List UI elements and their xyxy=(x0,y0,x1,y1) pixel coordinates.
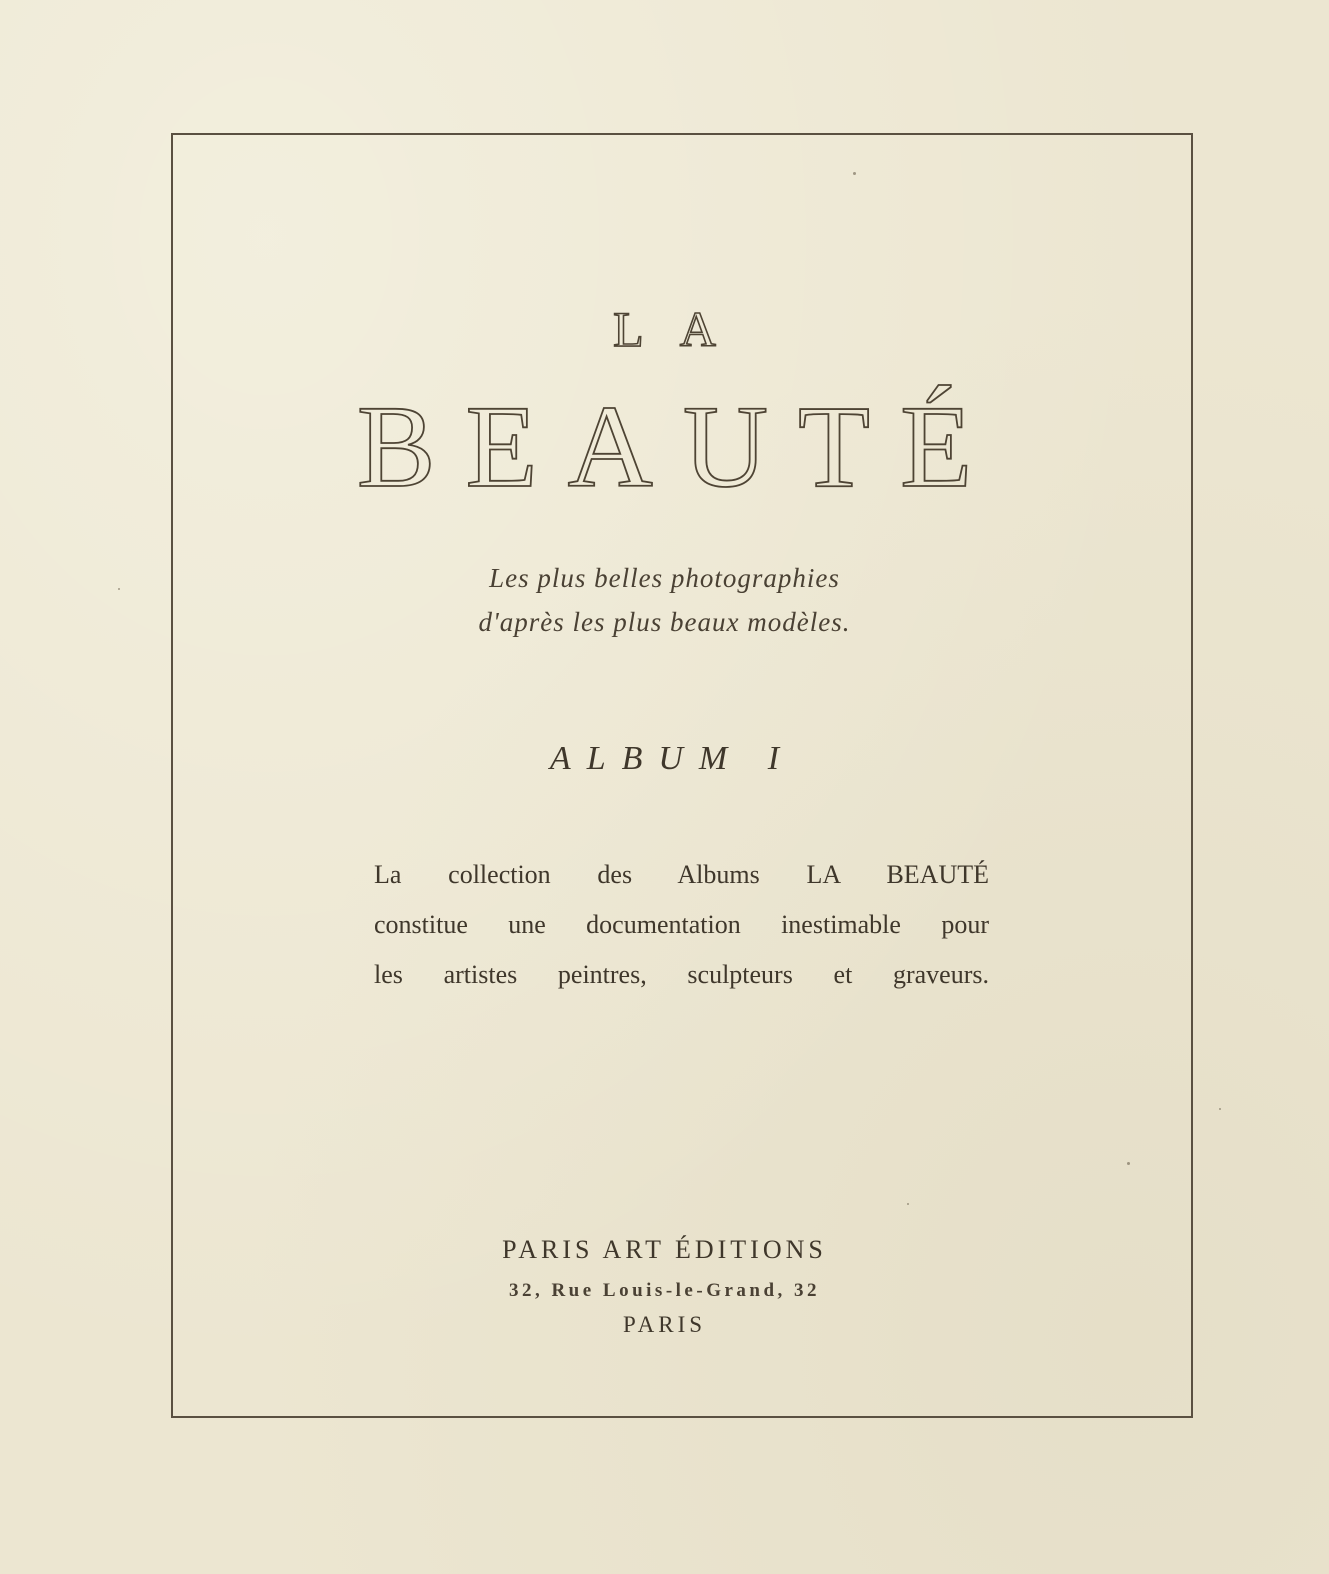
paper-speck xyxy=(1219,1108,1221,1110)
publisher-address: 32, Rue Louis-le-Grand, 32 xyxy=(508,1280,821,1301)
title-line-beaute: BEAUTÉ xyxy=(356,381,1003,512)
paper-speck xyxy=(1127,1162,1130,1165)
paper-speck xyxy=(907,1203,909,1205)
description-line-1: La collection des Albums LA BEAUTÉ xyxy=(374,860,989,889)
publisher-city: PARIS xyxy=(622,1312,707,1337)
subtitle-line-1: Les plus belles photographies xyxy=(489,563,840,593)
description-line-2: constitue une documentation inestimable pour xyxy=(374,910,989,939)
title-line-la: LA xyxy=(613,301,752,357)
album-number: ALBUM I xyxy=(549,740,796,777)
publisher-name: PARIS ART ÉDITIONS xyxy=(502,1235,827,1264)
subtitle-line-2: d'après les plus beaux modèles. xyxy=(478,607,851,637)
description-line-3: les artistes peintres, sculpteurs et graveurs. xyxy=(374,960,989,989)
paper-speck xyxy=(118,588,120,590)
paper-speck xyxy=(853,172,856,175)
